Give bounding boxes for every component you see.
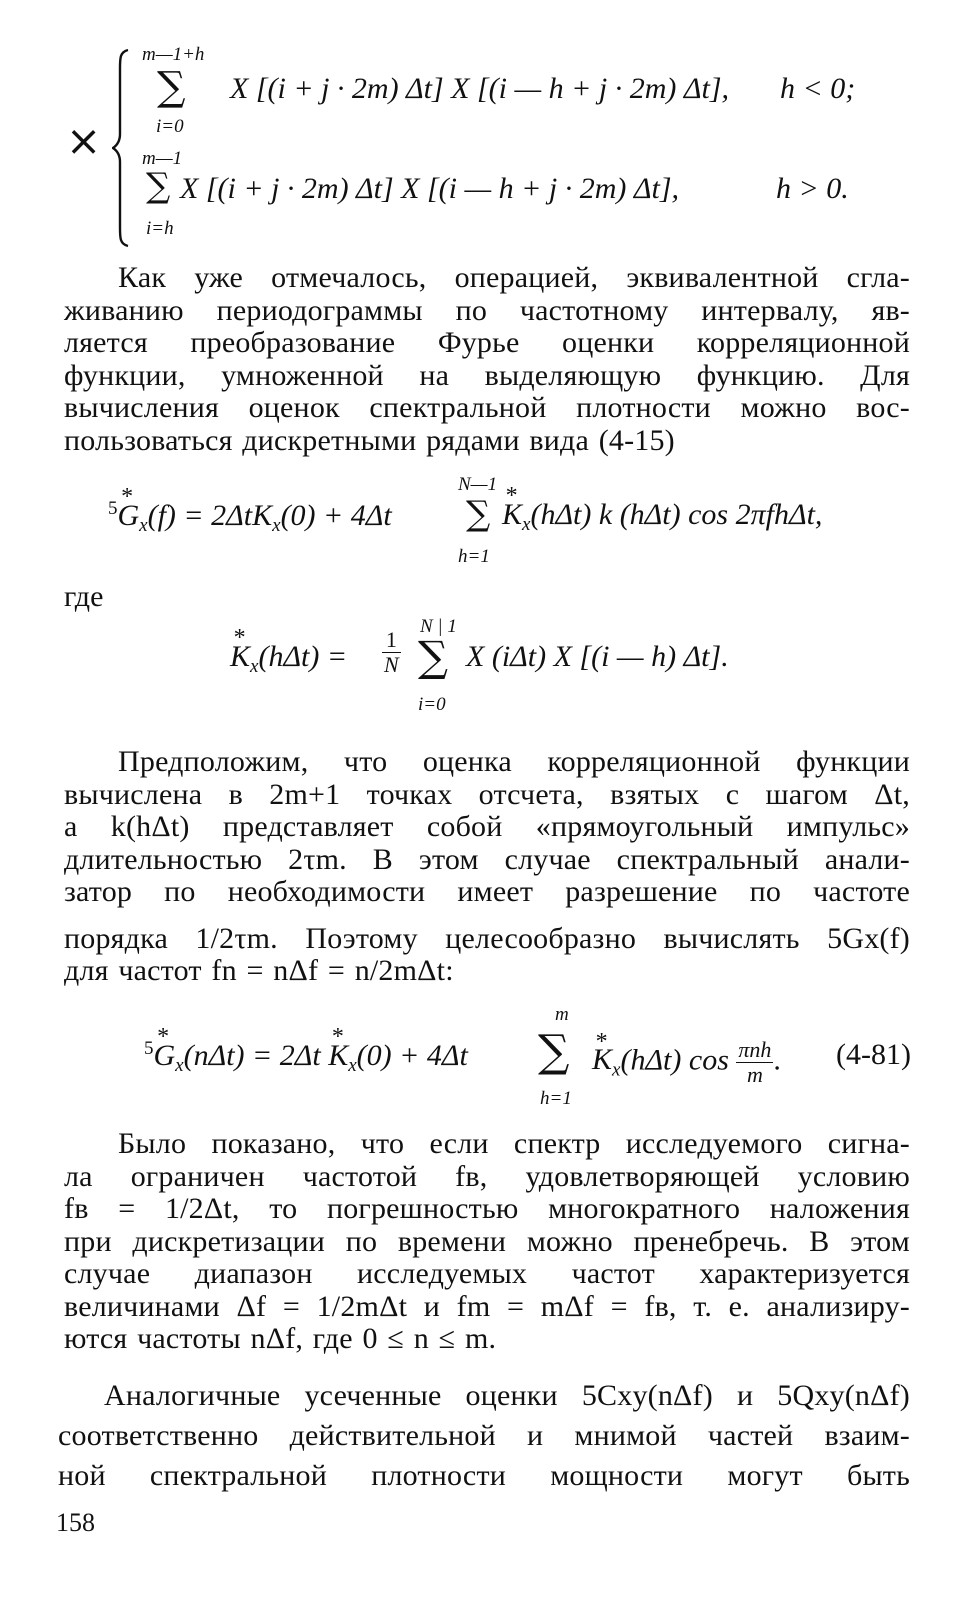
formula-481-prefix: 5	[144, 1038, 154, 1059]
text-line: вычислена в 2m+1 точках отсчета, взятых с шагом Δt,	[64, 777, 910, 811]
formula-481-rhs-body: (hΔt) cos	[620, 1043, 729, 1077]
text-line: для частот fn = nΔf = n/2mΔt:	[64, 954, 454, 987]
formula-g-k-symbol: * K	[502, 498, 522, 532]
formula-k-upper-limit: N | 1	[420, 616, 457, 637]
sum2-lower-limit: i=h	[146, 218, 174, 239]
sum1-body: X [(i + j · 2m) Δt] X [(i — h + j · 2m) Δt],	[230, 72, 730, 105]
text-line: ла ограничен частотой fв, удовлетворяющей условию	[64, 1159, 910, 1193]
formula-g-rhs-body: (hΔt) k (hΔt) cos 2πfhΔt,	[530, 498, 823, 531]
where-word: где	[64, 580, 104, 613]
formula-g-rhs	[502, 498, 822, 536]
formula-g-symbol: * G	[118, 499, 140, 533]
text-line: ной спектральной плотности мощности могут быть	[58, 1459, 910, 1492]
formula-k-lower-limit: i=0	[418, 694, 446, 715]
sum1-sigma: ∑	[157, 64, 186, 110]
formula-481-argument: (nΔt) = 2Δt	[183, 1039, 321, 1072]
formula-k-denominator: N	[384, 652, 399, 677]
sum2-body: X [(i + j · 2m) Δt] X [(i — h + j · 2m) Δt],	[180, 172, 680, 205]
formula-g-subscript: x	[139, 515, 148, 536]
text-line: а k(hΔt) представляет собой «прямоугольный импульс»	[64, 810, 910, 843]
text-line: затор по необходимости имеет разрешение по частоте	[64, 875, 910, 908]
formula-k-fraction	[382, 628, 401, 677]
formula-g-mid: (0) + 4Δt	[280, 499, 392, 532]
text-line: при дискретизации по времени можно пренебречь. В этом	[64, 1224, 910, 1258]
paragraph-4	[58, 1376, 910, 1496]
formula-481-lhs	[144, 1038, 468, 1077]
equation-label: (4-81)	[836, 1038, 911, 1071]
sum2-condition: h > 0.	[776, 172, 849, 205]
formula-481-subscript: x	[175, 1055, 184, 1076]
formula-481-k2-subscript: x	[612, 1059, 621, 1081]
formula-k-symbol: * K	[230, 640, 250, 674]
sum1-condition: h < 0;	[780, 72, 856, 105]
formula-g-lower-limit: h=1	[458, 546, 490, 567]
paragraph-3	[64, 1128, 910, 1356]
formula-g-upper-limit: N—1	[458, 474, 498, 495]
text-line: живанию периодограммы по частотному интервалу, яв-	[64, 293, 910, 327]
multiplication-sign: ×	[66, 116, 102, 165]
formula-k-rhs: X (iΔt) X [(i — h) Δt].	[466, 640, 729, 673]
text-line: Предположим, что оценка корреляционной функции	[118, 745, 910, 778]
formula-g-k-subscript: x	[272, 515, 281, 536]
formula-k-argument: (hΔt) =	[258, 640, 348, 673]
formula-481-k1: * K	[328, 1039, 348, 1073]
text-line: величинами Δf = 1/2mΔt и fm = mΔf = fв, т. е. анализиру-	[64, 1289, 910, 1323]
text-line: пользоваться дискретными рядами вида (4-15)	[64, 423, 675, 457]
text-line: ются частоты nΔf, где 0 ≤ n ≤ m.	[64, 1322, 497, 1355]
formula-481-lower-limit: h=1	[540, 1088, 572, 1109]
formula-481-sigma: ∑	[538, 1026, 570, 1077]
text-line: вычисления оценок спектральной плотности можно вос-	[64, 391, 910, 424]
text-line: ляется преобразование Фурье оценки корреляционной	[64, 326, 910, 359]
left-brace	[112, 48, 132, 248]
formula-481-upper-limit: m	[555, 1004, 569, 1025]
formula-481-numerator: πnh	[738, 1037, 772, 1062]
text-line: функции, умноженной на выделяющую функцию. Для	[64, 358, 910, 392]
text-line: случае диапазон исследуемых частот характеризуется	[64, 1257, 910, 1290]
text-line: fв = 1/2Δt, то погрешностью многократного наложения	[64, 1192, 910, 1225]
paragraph-1	[64, 262, 910, 457]
text-line: соответственно действительной и мнимой частей взаим-	[58, 1419, 910, 1452]
formula-k-subscript: x	[250, 656, 259, 677]
formula-g-sigma: ∑	[466, 494, 491, 534]
sum1-upper-limit: m—1+h	[142, 44, 205, 65]
text-line: Было показано, что если спектр исследуемого сигна-	[118, 1127, 910, 1160]
formula-k-sigma: ∑	[418, 632, 448, 681]
text-line: длительностью 2τm. В этом случае спектральный анали-	[64, 842, 910, 876]
formula-g-lhs	[108, 498, 392, 537]
formula-481-mid: (0) + 4Δt	[356, 1039, 468, 1072]
formula-481-rhs	[592, 1038, 781, 1087]
formula-481-k2: * K	[592, 1043, 612, 1077]
formula-481-denominator: m	[746, 1062, 763, 1087]
text-line: порядка 1/2τm. Поэтому целесообразно вычислять 5Gx(f)	[64, 921, 910, 955]
formula-481-k1-subscript: x	[348, 1055, 357, 1076]
sum1-lower-limit: i=0	[156, 116, 184, 137]
text-line: Аналогичные усеченные оценки 5Cxy(nΔf) и 5Qxy(nΔf)	[104, 1379, 910, 1412]
text-line: Как уже отмечалось, операцией, эквивалентной сгла-	[118, 261, 910, 294]
formula-k-numerator: 1	[382, 628, 401, 653]
paragraph-2	[64, 746, 910, 988]
formula-481-symbol: * G	[154, 1039, 176, 1073]
sum2-sigma: ∑	[146, 166, 171, 206]
formula-481-end: .	[773, 1043, 781, 1077]
sum2-upper-limit: m—1	[142, 148, 183, 169]
formula-g-argument: (f) = 2ΔtK	[147, 499, 273, 532]
formula-g-prefix: 5	[108, 498, 118, 519]
formula-k-lhs	[230, 640, 347, 678]
formula-g-rhs-subscript: x	[522, 514, 531, 535]
page-number: 158	[56, 1508, 95, 1537]
